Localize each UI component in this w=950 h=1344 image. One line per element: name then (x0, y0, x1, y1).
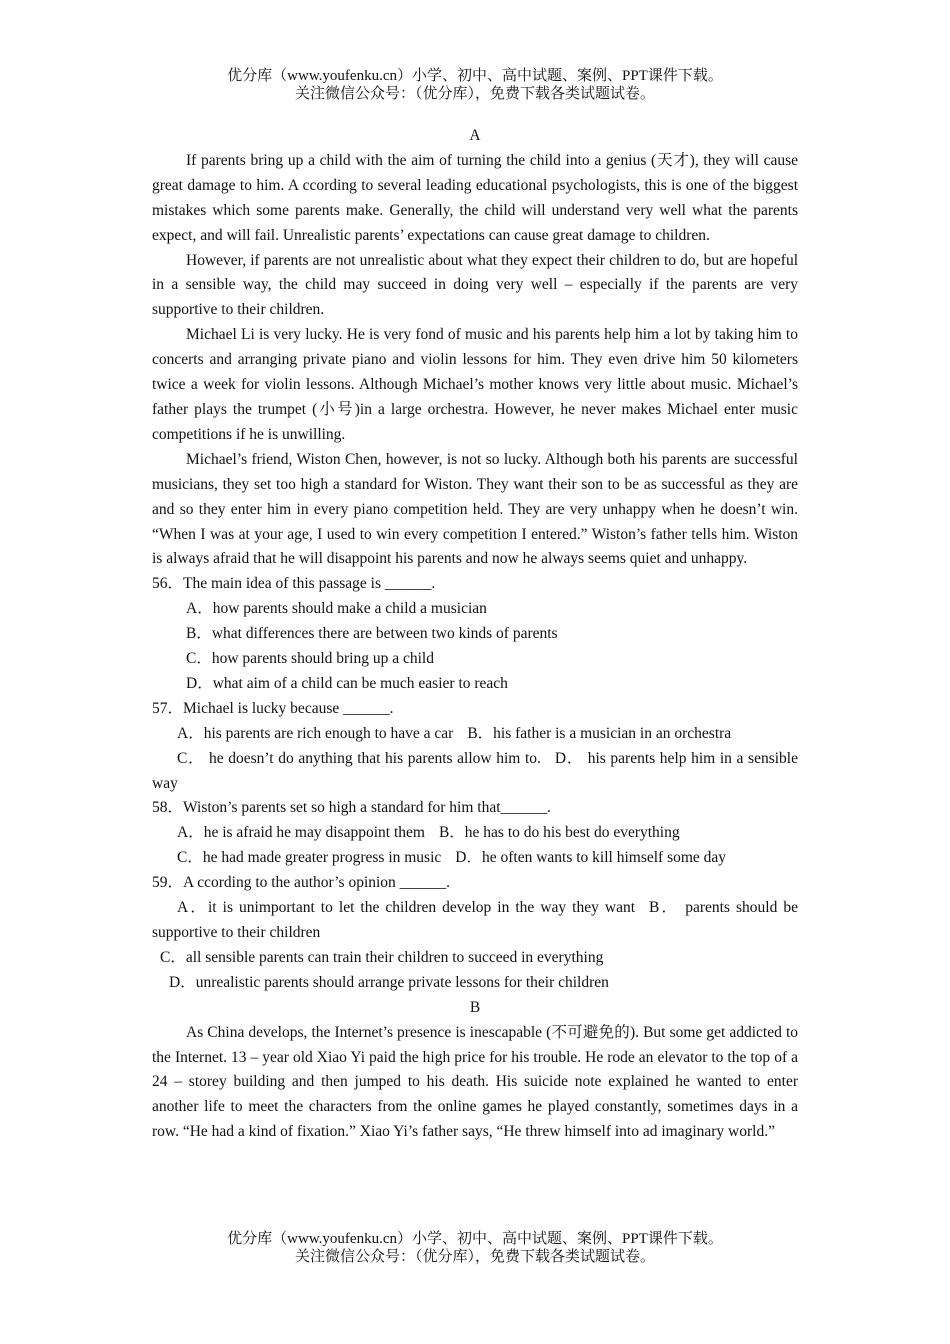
section-b-title: B (469, 998, 481, 1016)
header-line-2: 关注微信公众号：（优分库），免费下载各类试题试卷。 (294, 86, 655, 102)
question-58-option-d: D．he often wants to kill himself some day (455, 849, 727, 867)
header-line-1: 优分库（www.youfenku.cn）小学、初中、高中试题、案例、PPT课件下载。 (227, 68, 723, 84)
question-59-option-a: A．it is unimportant to let the children develop in the way they want (177, 899, 636, 917)
question-57-options-ab (152, 722, 798, 747)
question-57-option-c: C． he doesn’t do anything that his parents allow him to. (177, 749, 541, 767)
page-header (0, 67, 950, 103)
question-59-option-d: D．unrealistic parents should arrange private lessons for their children (169, 973, 609, 991)
section-a-paragraph-3: Michael Li is very lucky. He is very fond of music and his parents help him a lot by taking him to concerts and arranging private piano and violin lessons for him. They even drive him 50 kilometers twice a week for violin lessons. Although Michael’s mother knows very little about music. Michael’s father plays the trumpet (小号)in a large orchestra. However, he never makes Michael enter music competitions if he is unwilling. (152, 326, 798, 443)
question-57-options-cd (152, 747, 798, 797)
section-a-paragraph-2: However, if parents are not unrealistic about what they expect their children to do, but are hopeful in a sensible way, the child may succeed in doing very well – especially if the parents are very supportive to their children. (152, 251, 798, 319)
question-58-option-b: B．he has to do his best do everything (438, 824, 680, 842)
footer-line-2: 关注微信公众号：（优分库），免费下载各类试题试卷。 (294, 1249, 655, 1265)
question-56-option-b: B．what differences there are between two kinds of parents (186, 625, 558, 643)
question-56-option-d: D．what aim of a child can be much easier to reach (186, 674, 508, 692)
section-b-paragraph-1: As China develops, the Internet’s presence is inescapable (不可避免的). But some get addicted to the Internet. 13 – year old Xiao Yi paid the high price for his trouble. He rode an elevator to the top of a 24 – storey building and then jumped to his death. His suicide note explained he wanted to enter another life to meet the characters from the online games he played constantly, sometimes days in a row. “He had a kind of fixation.” Xiao Yi’s father says, “He threw himself into ad imaginary world.” (152, 1023, 798, 1141)
question-59-options-ab (152, 896, 798, 946)
footer-line-1: 优分库（www.youfenku.cn）小学、初中、高中试题、案例、PPT课件下载。 (227, 1231, 723, 1247)
question-57-option-d: D． his parents help him in a sensible way (152, 749, 798, 792)
document-body (152, 124, 798, 1145)
question-59-stem: 59．A ccording to the author’s opinion ______. (152, 874, 451, 892)
section-a-title: A (469, 127, 481, 144)
section-a-paragraph-4: Michael’s friend, Wiston Chen, however, is not so lucky. Although both his parents are successful musicians, they set too high a standard for Wiston. They want their son to be as successful as they are and so they enter him in every piano competition held. They are very unhappy when he doesn’t win. “When I was at your age, I used to win every competition I entered.” Wiston’s father tells him. Wiston is always afraid that he will disappoint his parents and now he always seems quiet and unhappy. (152, 450, 798, 568)
question-58-option-c: C．he had made greater progress in music (177, 849, 442, 867)
section-a-paragraph-1: If parents bring up a child with the aim of turning the child into a genius (天才), they will cause great damage to him. A ccording to several leading educational psychologists, this is one of the biggest mistakes which some parents make. Generally, the child will understand very well what the parents expect, and will fail. Unrealistic parents’ expectations can cause great damage to children. (152, 151, 798, 244)
page-footer (0, 1230, 950, 1266)
question-58-stem: 58．Wiston’s parents set so high a standard for him that______. (152, 799, 551, 817)
question-58-option-a: A．he is afraid he may disappoint them (177, 824, 425, 842)
question-56-option-a: A．how parents should make a child a musician (186, 600, 487, 618)
question-57-option-b: B．his father is a musician in an orchestra (467, 724, 732, 742)
question-58-options-cd (152, 846, 798, 871)
question-59-option-c: C．all sensible parents can train their children to succeed in everything (160, 948, 604, 966)
question-58-options-ab (152, 821, 798, 846)
question-56-option-c: C．how parents should bring up a child (186, 650, 434, 668)
question-57-stem: 57．Michael is lucky because ______. (152, 699, 394, 717)
question-57-option-a: A．his parents are rich enough to have a car (177, 724, 454, 742)
question-59-option-b: B． parents should be supportive to their children (152, 899, 798, 941)
question-56-stem: 56．The main idea of this passage is ______. (152, 575, 436, 593)
